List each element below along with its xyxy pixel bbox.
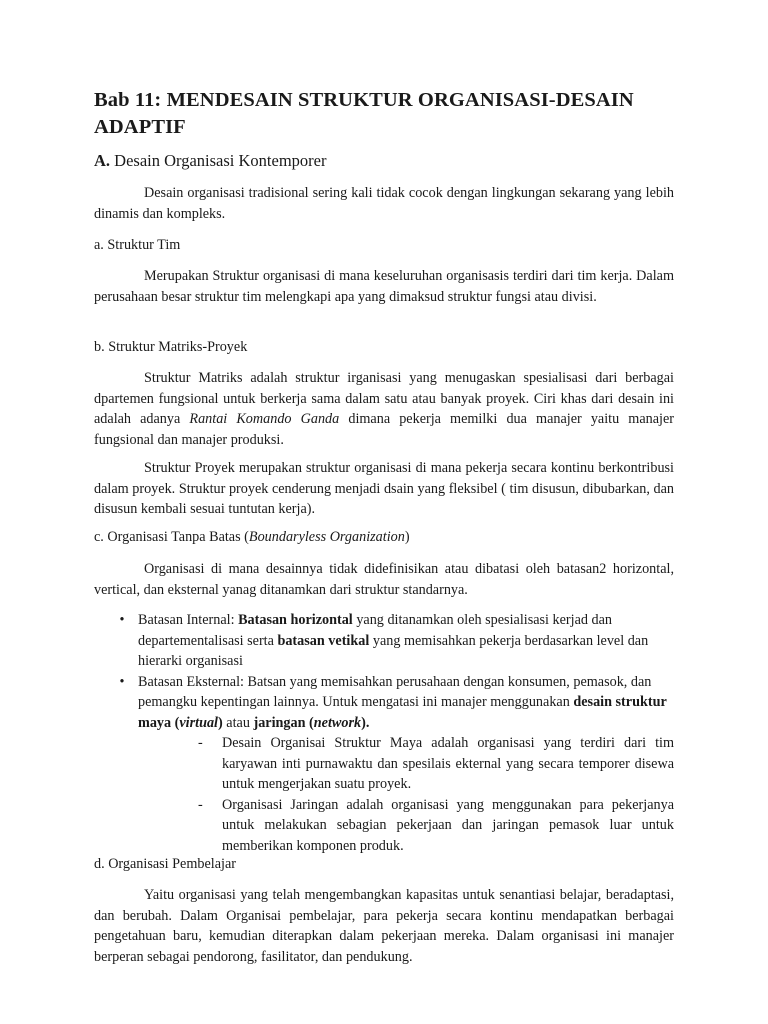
text-run: ) bbox=[218, 714, 223, 731]
intro-paragraph: Desain organisasi tradisional sering kali tidak cocok dengan lingkungan sekarang yang lebih dinamis dan kompleks. bbox=[94, 185, 674, 222]
sub-b-heading: b. Struktur Matriks-Proyek bbox=[94, 339, 248, 355]
bold-batasan-vetikal: batasan vetikal bbox=[277, 632, 370, 649]
text-run: Organisasi Jaringan adalah organisasi yang menggunakan para pekerjanya untuk melakukan sebagian pekerjaan dan jaringan pemasok luar untuk memberikan komponen produk. bbox=[222, 796, 674, 854]
sub-c-heading bbox=[94, 527, 674, 548]
list-item-network bbox=[198, 795, 674, 857]
text-run: Batasan Internal: bbox=[138, 612, 239, 628]
text-run: dimana pekerja memilki dua manajer yaitu manajer fungsional dan manajer produksi. bbox=[94, 411, 674, 448]
section-a-heading bbox=[94, 150, 674, 172]
list-item-internal bbox=[112, 610, 674, 672]
emphasis-virtual: virtual bbox=[179, 714, 219, 731]
bullet-glyph: • bbox=[119, 673, 125, 690]
sub-d-heading: d. Organisasi Pembelajar bbox=[94, 856, 236, 872]
boundary-list bbox=[112, 610, 674, 856]
text-run: jaringan ( bbox=[253, 714, 314, 731]
text-run: Struktur Matriks adalah struktur irganisasi yang menugaskan spesialisasi dari berbagai dpartemen fungsional untuk berkerja sama dalam satu atau banyak proyek. Ciri khas dari desain ini adalah adanya bbox=[94, 370, 674, 427]
section-a-title: Desain Organisasi Kontemporer bbox=[114, 151, 327, 170]
sub-c-paragraph: Organisasi di mana desainnya tidak didefinisikan atau dibatasi oleh batasan2 horizontal, vertical, dan eksternal yanag ditanamkan dari struktur standarnya. bbox=[94, 561, 674, 598]
text-run: Desain Organisai Struktur Maya adalah organisasi yang terdiri dari tim karyawan inti purnawaktu dan spesilais ekternal yang secara temporer disewa untuk mengerjakan suatu proyek. bbox=[222, 735, 674, 792]
dash-glyph: - bbox=[198, 796, 203, 813]
text-run: ). bbox=[361, 714, 370, 731]
bold-batasan-horizontal: Batasan horizontal bbox=[238, 612, 353, 628]
sub-b-paragraph-2: Struktur Proyek merupakan struktur organisasi di mana pekerja secara kontinu berkontribusi dalam proyek. Struktur proyek cenderung menjadi dsain yang fleksibel ( tim disusun, dibubarkan, dan disusun kembali sesuai tuntutan kerja). bbox=[94, 460, 674, 517]
text-run: c. Organisasi Tanpa Batas ( bbox=[94, 529, 249, 545]
list-item-virtual bbox=[198, 733, 674, 795]
text-run: yang ditanamkan oleh spesialisasi kerjad dan departementalisasi serta bbox=[138, 612, 613, 649]
text-run: desain struktur maya ( bbox=[138, 694, 667, 731]
text-run: atau bbox=[222, 714, 254, 731]
section-a-number: A. bbox=[94, 151, 111, 170]
dash-glyph: - bbox=[198, 735, 203, 751]
emphasis-boundaryless: Boundaryless Organization bbox=[248, 529, 405, 545]
bullet-glyph: • bbox=[119, 612, 125, 628]
sub-d-paragraph: Yaitu organisasi yang telah mengembangkan kapasitas untuk senantiasi belajar, beradaptasi, dan berubah. Dalam Organisai pembelajar, para pekerja secara kontinu mendapatkan berbagai pengetahuan baru, kemudian diterapkan dalam pekerjaan mereka. Dalam organisasi ini manajer berperan sebagai pendorong, fasilitator, dan pendukung. bbox=[94, 887, 674, 965]
list-item-external bbox=[112, 672, 674, 857]
text-run: Batasan Eksternal: Batsan yang memisahkan perusahaan dengan konsumen, pemasok, dan pemangku kepentingan lainnya. Untuk mengatasi ini manajer menggunakan bbox=[138, 673, 652, 710]
emphasis-network: network bbox=[313, 714, 362, 731]
sub-b-paragraph-1 bbox=[94, 368, 674, 450]
sub-a-heading: a. Struktur Tim bbox=[94, 237, 181, 253]
chapter-title: Bab 11: MENDESAIN STRUKTUR ORGANISASI-DESAIN ADAPTIF bbox=[94, 89, 634, 138]
bold-jaringan bbox=[253, 715, 369, 731]
emphasis-rantai-komando: Rantai Komando Ganda bbox=[189, 411, 340, 427]
text-run: yang memisahkan pekerja berdasarkan level dan hierarki organisasi bbox=[138, 632, 649, 669]
sub-a-paragraph: Merupakan Struktur organisasi di mana keseluruhan organisasis terdiri dari tim kerja. Dalam perusahaan besar struktur tim melengkapi apa yang dimaksud struktur fungsi atau divisi. bbox=[94, 268, 674, 305]
text-run: ) bbox=[404, 529, 410, 545]
network-types-list bbox=[198, 733, 674, 856]
